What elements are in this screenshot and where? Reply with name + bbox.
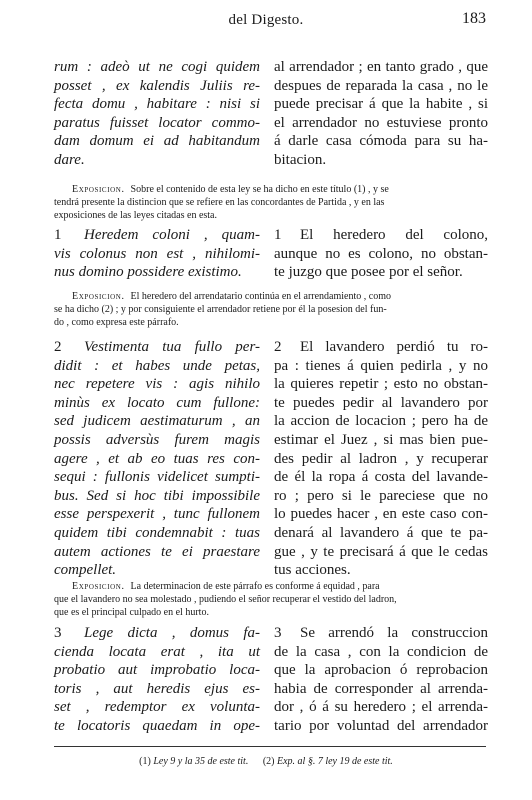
latin-line: bus. Sed si hoc tibi impossibile [54,487,260,504]
latin-line: Lege dicta , domus fa- [84,625,260,641]
exposicion-note-3 [54,580,484,619]
spanish-line: dor , ó á su heredero ; el arrenda- [274,699,488,716]
latin-line: possis adversùs furem magis [54,431,260,448]
footnote-rule [54,746,486,747]
latin-line: fecta domu , habitare : nisi si [54,96,260,113]
spanish-line: al arrendador ; en tanto grado , que [274,59,488,75]
spanish-line: El heredero del colono, [300,227,488,243]
latin-column [54,58,260,170]
exposicion-note-2 [54,290,484,329]
spanish-line: El lavandero perdió tu ro- [300,339,488,355]
latin-line: agere , et ab eo tuas res con- [54,450,260,467]
latin-line: compellet. [54,562,117,579]
paragraph-number: 1 [54,227,62,243]
spanish-line: el arrendador no estuviese pronto [274,114,488,131]
spanish-line: habia de corresponder al arrenda- [274,680,488,697]
exposicion-text: Sobre el contenido de esta ley se ha dicho en este título (1) , y se [130,184,389,195]
spanish-line: que la aprobacion ó reprobacion [274,662,488,679]
spanish-line: bitacion. [274,151,327,168]
spanish-line: tus acciones. [274,562,351,579]
spanish-line: lo puedes hacer , en este caso con- [274,506,488,523]
exposicion-text: que el lavandero no sea molestado , pudiendo el señor recuperar el vestido del ladron, [54,594,397,605]
latin-line: minùs ex locato cum fullone: [54,394,260,411]
spanish-line: te juzgo que posee por el señor. [274,264,463,281]
latin-line: autem actiones te ei praestare [54,543,260,560]
spanish-column [274,58,488,170]
spanish-line: denará al lavandero á que te pa- [274,524,488,541]
latin-column [54,226,260,282]
spanish-line: Se arrendó la construccion [300,625,488,641]
footnote-text: Ley 9 y la 35 de este tit. [153,756,249,767]
spanish-line: la quieres repetir ; esto no obstan- [274,376,488,393]
footnote-text: Exp. al §. 7 ley 19 de este tit. [277,756,393,767]
latin-line: esse perspexerit , tunc fullonem [54,506,260,523]
spanish-line: ro ; pero si le pareciese que no [274,487,488,504]
spanish-line: estimar el Juez , si mas bien pue- [274,431,488,448]
spanish-line: puede precisar á que la habite , si [274,96,488,113]
page-number: 183 [462,10,486,27]
paragraph-number: 1 [274,227,282,243]
footnote-mark: (2) [262,756,275,767]
latin-line: sequi : fullonis videlicet sumpti- [54,469,260,486]
parallel-text-block-2 [54,226,488,282]
exposicion-text: exposiciones de las leyes citadas en esta. [54,210,217,221]
running-title: del Digesto. [228,12,304,28]
latin-line: dare. [54,151,85,168]
latin-line: te locatoris quaedam in ope- [54,717,260,734]
latin-line: vis colonus non est , nihilomi- [54,245,260,262]
exposicion-text: do , como expresa este párrafo. [54,317,179,328]
spanish-line: de la casa , con la condicion de [274,643,488,660]
latin-column [54,338,260,580]
latin-line: set , redemptor ex volunta- [54,699,260,716]
latin-line: Heredem coloni , quam- [84,227,260,243]
parallel-text-block-3 [54,338,488,580]
exposicion-note-1 [54,183,484,222]
paragraph-number: 2 [274,339,282,355]
latin-line: paratus fuisset locator commo- [54,114,260,131]
spanish-line: des pedir al ladron , y recuperar [274,450,488,467]
spanish-line: la accion de locacion ; pero ha de [274,413,488,430]
spanish-line: te puedes pedir al lavandero por [274,394,488,411]
spanish-line: tario por voluntad del arrendador [274,717,488,734]
latin-line: quidem tibi condemnabit : tuas [54,524,260,541]
latin-column [54,624,260,736]
paragraph-number: 2 [54,339,62,355]
spanish-line: gue , y te precisará á que le cedas [274,543,488,560]
exposicion-text: tendrá presente la distincion que se refiere en las concordantes de Partida , y en las [54,197,385,208]
spanish-line: de él la ropa á costa del lavande- [274,469,488,486]
exposicion-text: que es el principal culpado en el hurto. [54,607,209,618]
spanish-line: despues de reparada la casa , no le [274,77,488,94]
spanish-column [274,338,488,580]
latin-line: dam domum ei ad habitandum [54,133,260,150]
spanish-line: pa : tienes á quien pedirla , y no [274,357,488,374]
exposicion-label: Exposicion. [72,291,125,302]
latin-line: probatio aut improbatio loca- [54,662,260,679]
footnote-mark: (1) [139,756,151,767]
spanish-line: á darle casa cómoda para su ha- [274,133,488,150]
latin-line: Vestimenta tua fullo per- [84,339,260,355]
exposicion-text: se ha dicho (2) ; y por consiguiente el arrendador retiene por él la posesion del fun- [54,304,387,315]
latin-line: nus domino possidere existimo. [54,264,242,281]
latin-line: rum : adeò ut ne cogi quidem [54,59,260,75]
spanish-line: aunque no es colono, no obstan- [274,245,488,262]
parallel-text-block-4 [54,624,488,736]
footnotes [0,756,532,767]
footnote-1 [139,756,248,767]
latin-line: cienda locata erat , ita ut [54,643,260,660]
latin-line: nec repetere vis : agis nihilo [54,376,260,393]
paragraph-number: 3 [54,625,62,641]
spanish-column [274,226,488,282]
latin-line: sed judicem aestimaturum , an [54,413,260,430]
exposicion-text: El heredero del arrendatario continúa en el arrendamiento , como [130,291,391,302]
latin-line: toris , aut heredis ejus es- [54,680,260,697]
exposicion-text: La determinacion de este párrafo es conforme á equidad , para [130,581,380,592]
latin-line: didit : et habes unde petas, [54,357,260,374]
footnote-2 [263,756,393,767]
paragraph-number: 3 [274,625,282,641]
parallel-text-block-1 [54,58,488,170]
latin-line: posset , ex kalendis Juliis re- [54,77,260,94]
spanish-column [274,624,488,736]
exposicion-label: Exposicion. [72,581,125,592]
exposicion-label: Exposicion. [72,184,125,195]
